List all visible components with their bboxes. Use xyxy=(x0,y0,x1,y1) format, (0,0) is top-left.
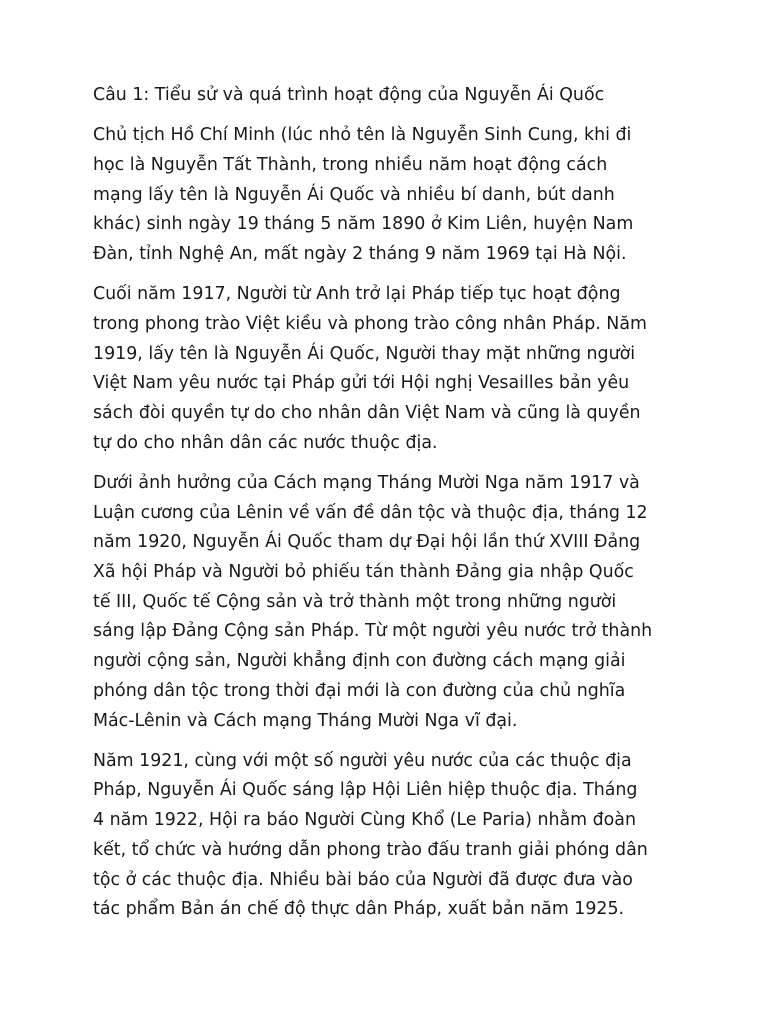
paragraph-line: sáng lập Đảng Cộng sản Pháp. Từ một người yêu nước trở thành xyxy=(93,621,653,642)
paragraph-line: mạng lấy tên là Nguyễn Ái Quốc và nhiều bí danh, bút danh xyxy=(93,184,615,205)
paragraph-line: khác) sinh ngày 19 tháng 5 năm 1890 ở Kim Liên, huyện Nam xyxy=(93,214,634,235)
paragraph-line: Luận cương của Lênin về vấn đề dân tộc và thuộc địa, tháng 12 xyxy=(93,502,648,523)
paragraph-line: tộc ở các thuộc địa. Nhiều bài báo của Người đã được đưa vào xyxy=(93,869,633,890)
paragraph-1921-1925 xyxy=(93,747,683,925)
paragraph-biography xyxy=(93,121,683,270)
paragraph-line: Việt Nam yêu nước tại Pháp gửi tới Hội nghị Vesailles bản yêu xyxy=(93,373,630,394)
document-heading: Câu 1: Tiểu sử và quá trình hoạt động của Nguyễn Ái Quốc xyxy=(93,85,605,105)
paragraph-line: Xã hội Pháp và Người bỏ phiếu tán thành Đảng gia nhập Quốc xyxy=(93,562,634,583)
paragraph-line: Đàn, tỉnh Nghệ An, mất ngày 2 tháng 9 năm 1969 tại Hà Nội. xyxy=(93,244,627,265)
paragraph-line: Chủ tịch Hồ Chí Minh (lúc nhỏ tên là Nguyễn Sinh Cung, khi đi xyxy=(93,125,632,146)
paragraph-line: tế III, Quốc tế Cộng sản và trở thành một trong những người xyxy=(93,591,617,612)
paragraph-line: phóng dân tộc trong thời đại mới là con đường của chủ nghĩa xyxy=(93,680,626,701)
paragraph-line: Cuối năm 1917, Người từ Anh trở lại Pháp tiếp tục hoạt động xyxy=(93,284,621,305)
paragraph-line: Pháp, Nguyễn Ái Quốc sáng lập Hội Liên hiệp thuộc địa. Tháng xyxy=(93,780,638,801)
paragraph-line: kết, tổ chức và hướng dẫn phong trào đấu tranh giải phóng dân xyxy=(93,839,648,860)
paragraph-line: tự do cho nhân dân các nước thuộc địa. xyxy=(93,432,438,453)
paragraph-line: Dưới ảnh hưởng của Cách mạng Tháng Mười Nga năm 1917 và xyxy=(93,472,640,493)
paragraph-1917-1919 xyxy=(93,280,683,458)
paragraph-1920 xyxy=(93,469,683,736)
paragraph-line: 1919, lấy tên là Nguyễn Ái Quốc, Người thay mặt những người xyxy=(93,343,636,364)
paragraph-line: 4 năm 1922, Hội ra báo Người Cùng Khổ (Le Paria) nhằm đoàn xyxy=(93,810,636,831)
paragraph-line: Mác-Lênin và Cách mạng Tháng Mười Nga vĩ đại. xyxy=(93,710,518,731)
paragraph-line: người cộng sản, Người khẳng định con đường cách mạng giải xyxy=(93,651,626,672)
paragraph-line: sách đòi quyền tự do cho nhân dân Việt Nam và cũng là quyền xyxy=(93,403,641,424)
paragraph-line: học là Nguyễn Tất Thành, trong nhiều năm hoạt động cách xyxy=(93,154,608,175)
paragraph-line: trong phong trào Việt kiều và phong trào công nhân Pháp. Năm xyxy=(93,313,647,334)
document-page xyxy=(93,81,683,935)
paragraph-line: Năm 1921, cùng với một số người yêu nước của các thuộc địa xyxy=(93,750,632,771)
paragraph-line: tác phẩm Bản án chế độ thực dân Pháp, xuất bản năm 1925. xyxy=(93,899,625,920)
paragraph-line: năm 1920, Nguyễn Ái Quốc tham dự Đại hội lần thứ XVIII Đảng xyxy=(93,532,641,553)
